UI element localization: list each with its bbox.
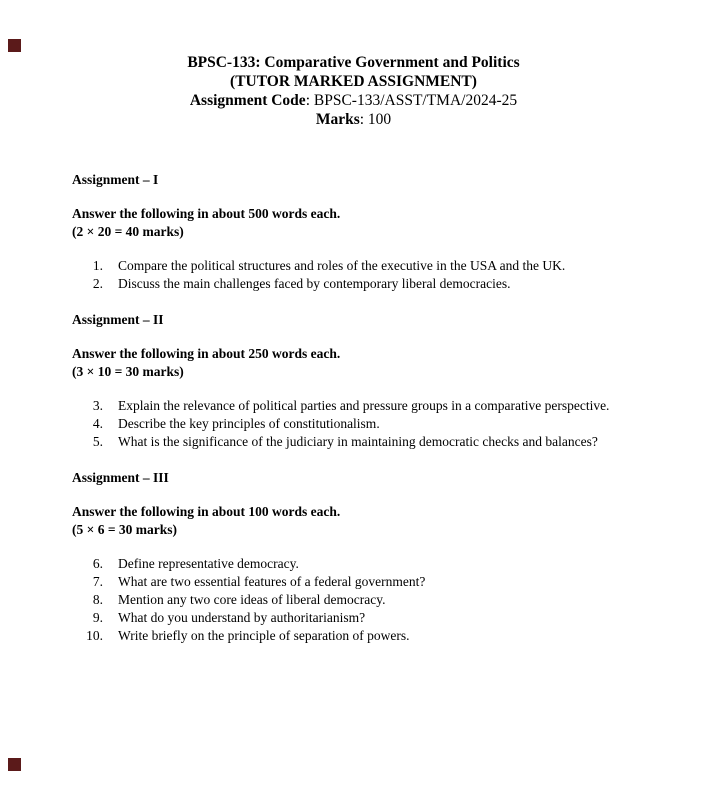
question-number: 3. — [92, 398, 103, 413]
section-assignment-2 — [72, 311, 648, 451]
question-item — [72, 627, 648, 645]
question-number: 4. — [92, 416, 103, 431]
course-title: BPSC-133: Comparative Government and Politics — [187, 54, 520, 71]
question-list-1 — [72, 257, 648, 293]
question-text: What do you understand by authoritarianism? — [118, 610, 366, 625]
instruction-text: Answer the following in about 500 words each. — [72, 206, 341, 221]
question-text: Explain the relevance of political parties and pressure groups in a comparative perspective. — [118, 398, 610, 413]
question-item — [72, 397, 648, 415]
instruction-text: Answer the following in about 250 words each. — [72, 346, 341, 361]
marks-value: : 100 — [359, 111, 392, 128]
question-number: 8. — [92, 592, 103, 607]
marks-line — [0, 110, 707, 129]
section-title: Assignment – II — [72, 312, 164, 327]
question-number: 2. — [92, 276, 103, 291]
question-list-2 — [72, 397, 648, 451]
question-item — [72, 591, 648, 609]
section-title: Assignment – III — [72, 470, 169, 485]
question-text: What is the significance of the judiciary in maintaining democratic checks and balances? — [118, 434, 598, 449]
question-item — [72, 609, 648, 627]
section-assignment-1 — [72, 171, 648, 293]
section-instruction — [72, 205, 648, 241]
marks-label: Marks — [315, 111, 360, 128]
question-number: 10. — [86, 628, 103, 643]
question-item — [72, 433, 648, 451]
question-text: Write briefly on the principle of separation of powers. — [118, 628, 410, 643]
question-number: 9. — [92, 610, 103, 625]
marks-breakdown: (5 × 6 = 30 marks) — [72, 522, 178, 537]
question-text: Compare the political structures and roles of the executive in the USA and the UK. — [118, 258, 566, 273]
question-text: What are two essential features of a federal government? — [118, 574, 426, 589]
question-number: 5. — [92, 434, 103, 449]
assignment-header — [0, 0, 707, 129]
question-item — [72, 275, 648, 293]
corner-marker-top-left — [8, 39, 21, 52]
section-instruction — [72, 503, 648, 539]
corner-marker-bottom-left — [8, 758, 21, 771]
question-list-3 — [72, 555, 648, 645]
question-number: 1. — [92, 258, 103, 273]
question-item — [72, 555, 648, 573]
section-instruction — [72, 345, 648, 381]
section-assignment-3 — [72, 469, 648, 645]
instruction-text: Answer the following in about 100 words each. — [72, 504, 341, 519]
marks-breakdown: (2 × 20 = 40 marks) — [72, 224, 184, 239]
question-text: Mention any two core ideas of liberal democracy. — [118, 592, 386, 607]
question-item — [72, 415, 648, 433]
assignment-type: (TUTOR MARKED ASSIGNMENT) — [230, 73, 477, 90]
question-text: Define representative democracy. — [118, 556, 299, 571]
question-item — [72, 257, 648, 275]
assignment-code-value: : BPSC-133/ASST/TMA/2024-25 — [305, 92, 518, 109]
question-text: Discuss the main challenges faced by contemporary liberal democracies. — [118, 276, 511, 291]
question-number: 6. — [92, 556, 103, 571]
question-number: 7. — [92, 574, 103, 589]
question-text: Describe the key principles of constitutionalism. — [118, 416, 380, 431]
assignment-body — [72, 171, 648, 645]
section-title: Assignment – I — [72, 172, 159, 187]
marks-breakdown: (3 × 10 = 30 marks) — [72, 364, 184, 379]
assignment-code-line — [0, 91, 707, 110]
assignment-code-label: Assignment Code — [189, 92, 306, 109]
question-item — [72, 573, 648, 591]
